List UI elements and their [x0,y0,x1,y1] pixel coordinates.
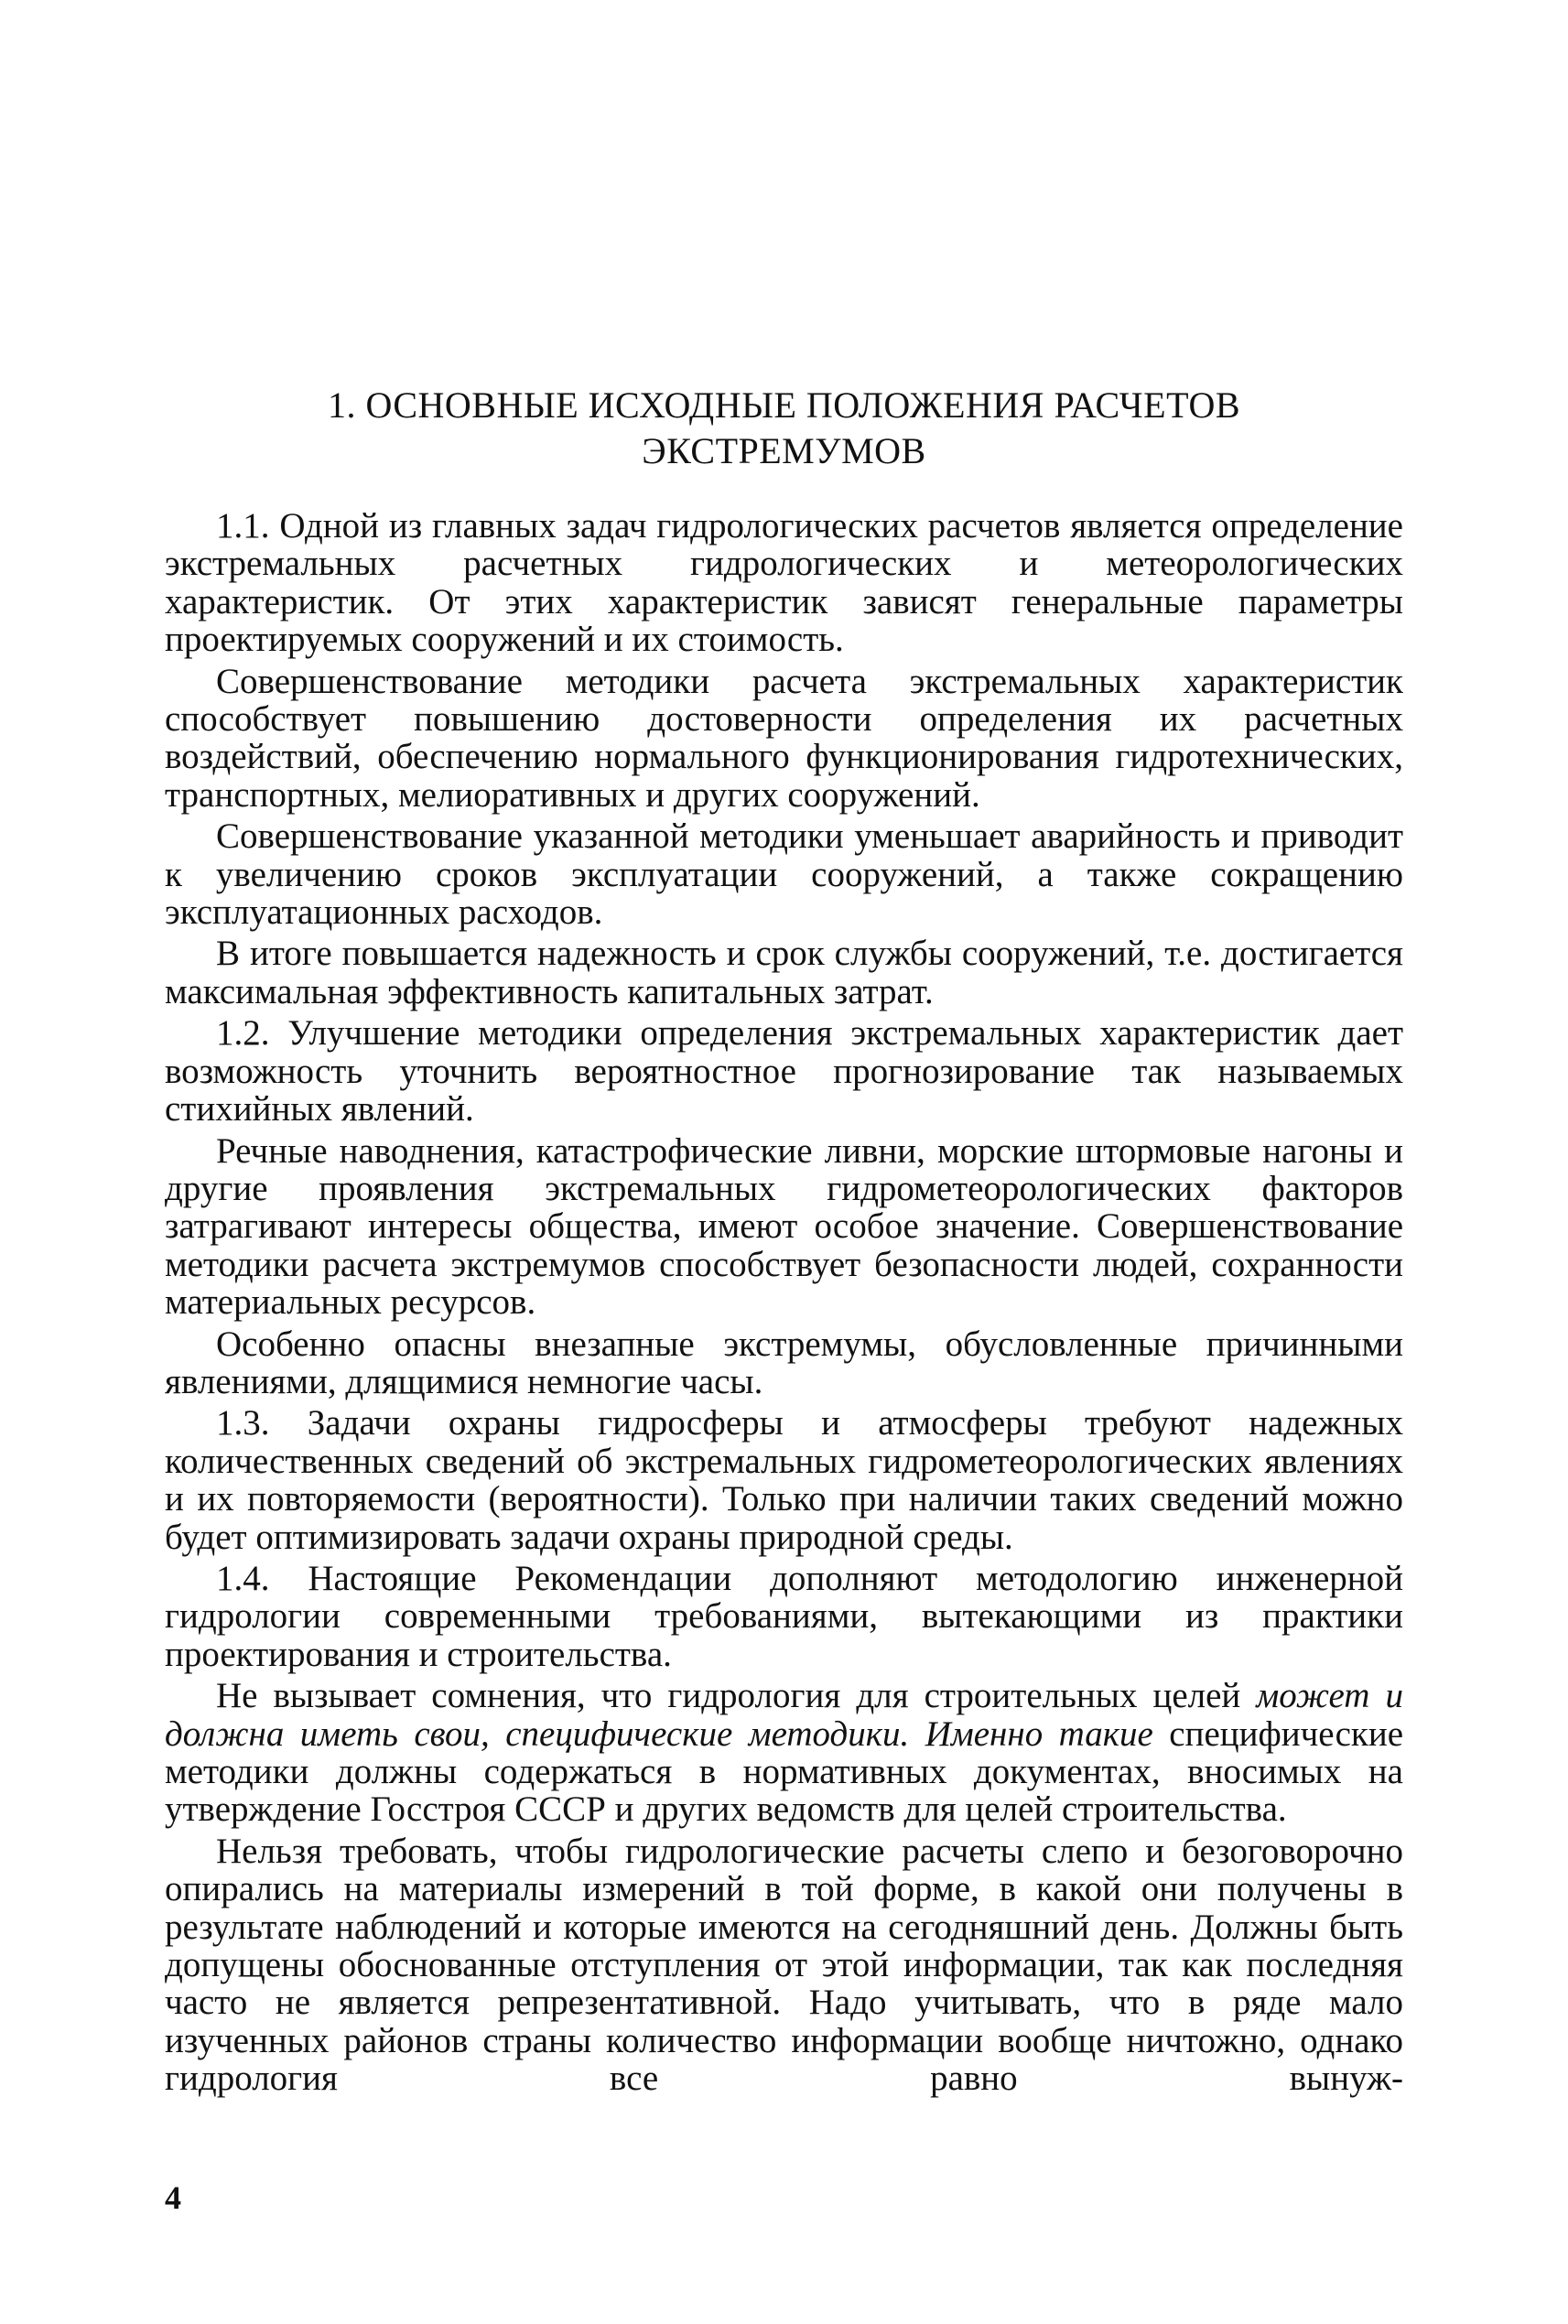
page-number: 4 [165,2179,181,2216]
paragraph-improvement: Совершенствование методики расчета экстремальных характеристик способствует повышению достоверности определения их расчетных воздействий, обеспечению нормального функционирования гидротехнических, транспортных, мелиоративных и других сооружений. [165,661,1403,815]
section-heading [165,383,1403,474]
paragraph-1-4: 1.4. Настоящие Рекомендации дополняют методологию инженерной гидрологии современными требованиями, вытекающими из практики проектирования и строительства. [165,1558,1403,1674]
section-heading-line-2: ЭКСТРЕМУМОВ [642,430,926,471]
paragraph-1-2: 1.2. Улучшение методики определения экстремальных характеристик дает возможность уточнить вероятностное прогнозирование так называемых стихийных явлений. [165,1013,1403,1130]
paragraph-specific-methods [165,1677,1403,1829]
paragraph-specific-methods-start: Не вызывает сомнения, что гидрология для строительных целей [216,1676,1257,1716]
section-heading-line-1: 1. ОСНОВНЫЕ ИСХОДНЫЕ ПОЛОЖЕНИЯ РАСЧЕТОВ [327,384,1241,426]
paragraph-specific-methods-end: специфические методики должны содержаться в нормативных документах, вносимых на утверждение Госстроя СССР и других ведомств для целей строительства. [165,1713,1404,1830]
paragraph-reliability: Совершенствование указанной методики уменьшает аварийность и приводит к увеличению сроков эксплуатации сооружений, а также сокращению эксплуатационных расходов. [165,816,1403,933]
body-text [165,507,1403,2102]
paragraph-sudden-extremes: Особенно опасны внезапные экстремумы, обусловленные причинными явлениями, длящимися немногие часы. [165,1324,1403,1401]
paragraph-specific-methods-italic: может и должна иметь свои, специфические методики. Именно такие [165,1676,1403,1754]
paragraph-measurements: Нельзя требовать, чтобы гидрологические расчеты слепо и безоговорочно опирались на материалы измерений в той форме, в какой они получены в результате наблюдений и которые имеются на сегодняшний день. Должны быть допущены обоснованные отступления от этой информации, так как последняя часто не является репрезентативной. Надо учитывать, что в ряде мало изученных районов страны количество информации вообще ничтожно, однако гидрология все равно вынуж- [165,1831,1403,2099]
paragraph-floods: Речные наводнения, катастрофические ливни, морские штормовые нагоны и другие проявления экстремальных гидрометеорологических факторов затрагивают интересы общества, имеют особое значение. Совершенствование методики расчета экстремумов способствует безопасности людей, сохранности материальных ресурсов. [165,1130,1403,1323]
paragraph-1-1: 1.1. Одной из главных задач гидрологических расчетов является определение экстремальных расчетных гидрологических и метеорологических характеристик. От этих характеристик зависят генеральные параметры проектируемых сооружений и их стоимость. [165,506,1403,660]
paragraph-1-3: 1.3. Задачи охраны гидросферы и атмосферы требуют надежных количественных сведений об экстремальных гидрометеорологических явлениях и их повторяемости (вероятности). Только при наличии таких сведений можно будет оптимизировать задачи охраны природной среды. [165,1403,1403,1557]
paragraph-efficiency: В итоге повышается надежность и срок службы сооружений, т.е. достигается максимальная эффективность капитальных затрат. [165,934,1403,1011]
